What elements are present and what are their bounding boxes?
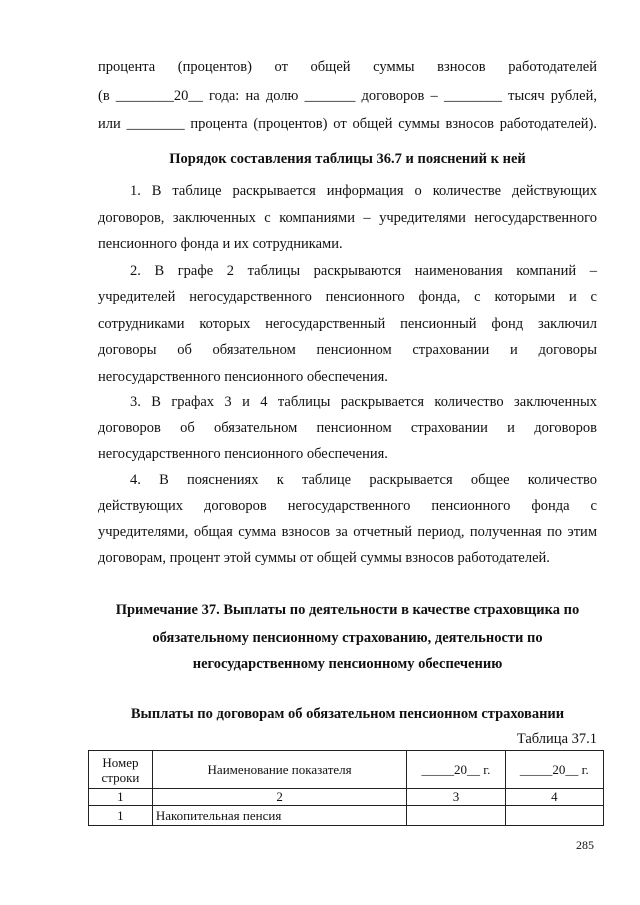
payouts-table <box>88 750 604 826</box>
note-title: Примечание 37. Выплаты по деятельности в качестве страховщика по <box>115 602 580 618</box>
table-cell: 1 <box>89 789 153 806</box>
paragraph-line: 3. В графах 3 и 4 таблицы раскрывается количество заключенных <box>130 394 597 410</box>
table-header-cell: Номер строки <box>89 751 153 789</box>
table-cell: 2 <box>152 789 406 806</box>
table-header-row <box>89 751 604 789</box>
table-cell: 3 <box>407 789 505 806</box>
page-number: 285 <box>576 838 594 852</box>
table-heading: Выплаты по договорам об обязательном пенсионном страховании <box>130 706 565 722</box>
paragraph-line: договоров об обязательном пенсионном страховании и договоров <box>98 420 597 436</box>
table-header-cell: Наименование показателя <box>152 751 406 789</box>
paragraph-line: учредителями, общая сумма взносов за отчетный период, полученная по этим <box>98 524 597 540</box>
table-header-cell: _____20__ г. <box>407 751 505 789</box>
paragraph-line: договоров, заключенных с компаниями – учредителями негосударственного <box>98 210 597 226</box>
paragraph-line: негосударственного пенсионного обеспечения. <box>98 446 388 462</box>
table-cell <box>505 806 603 826</box>
paragraph-line: договорам, процент этой суммы от общей суммы взносов работодателей. <box>98 550 550 566</box>
paragraph-line: 1. В таблице раскрывается информация о количестве действующих <box>130 183 597 199</box>
paragraph-line: сотрудниками которых негосударственный пенсионный фонд заключил <box>98 316 597 332</box>
table-cell: 1 <box>89 806 153 826</box>
note-title: негосударственному пенсионному обеспечению <box>192 656 503 672</box>
table-row <box>89 789 604 806</box>
paragraph-line: договоры об обязательном пенсионном страховании и договоры <box>98 342 597 358</box>
paragraph-line: учредителей негосударственного пенсионного фонда, с которыми и с <box>98 289 597 305</box>
paragraph-line: негосударственного пенсионного обеспечения. <box>98 369 388 385</box>
note-title: обязательному пенсионному страхованию, деятельности по <box>152 630 543 646</box>
paragraph-line: действующих договоров негосударственного пенсионного фонда с <box>98 498 597 514</box>
table-cell <box>407 806 505 826</box>
table-header-cell: _____20__ г. <box>505 751 603 789</box>
text-line: процента (процентов) от общей суммы взносов работодателей <box>98 59 597 75</box>
paragraph-line: 2. В графе 2 таблицы раскрываются наименования компаний – <box>130 263 597 279</box>
section-heading: Порядок составления таблицы 36.7 и пояснений к ней <box>169 151 526 167</box>
table-row <box>89 806 604 826</box>
table-cell: Накопительная пенсия <box>152 806 406 826</box>
table-cell: 4 <box>505 789 603 806</box>
paragraph-line: 4. В пояснениях к таблице раскрывается общее количество <box>130 472 597 488</box>
text-line: (в ________20__ года: на долю _______ договоров – ________ тысяч рублей, <box>98 88 597 104</box>
table-label: Таблица 37.1 <box>516 731 597 747</box>
text-line: или ________ процента (процентов) от общей суммы взносов работодателей). <box>98 116 597 132</box>
paragraph-line: пенсионного фонда и их сотрудниками. <box>98 236 343 252</box>
